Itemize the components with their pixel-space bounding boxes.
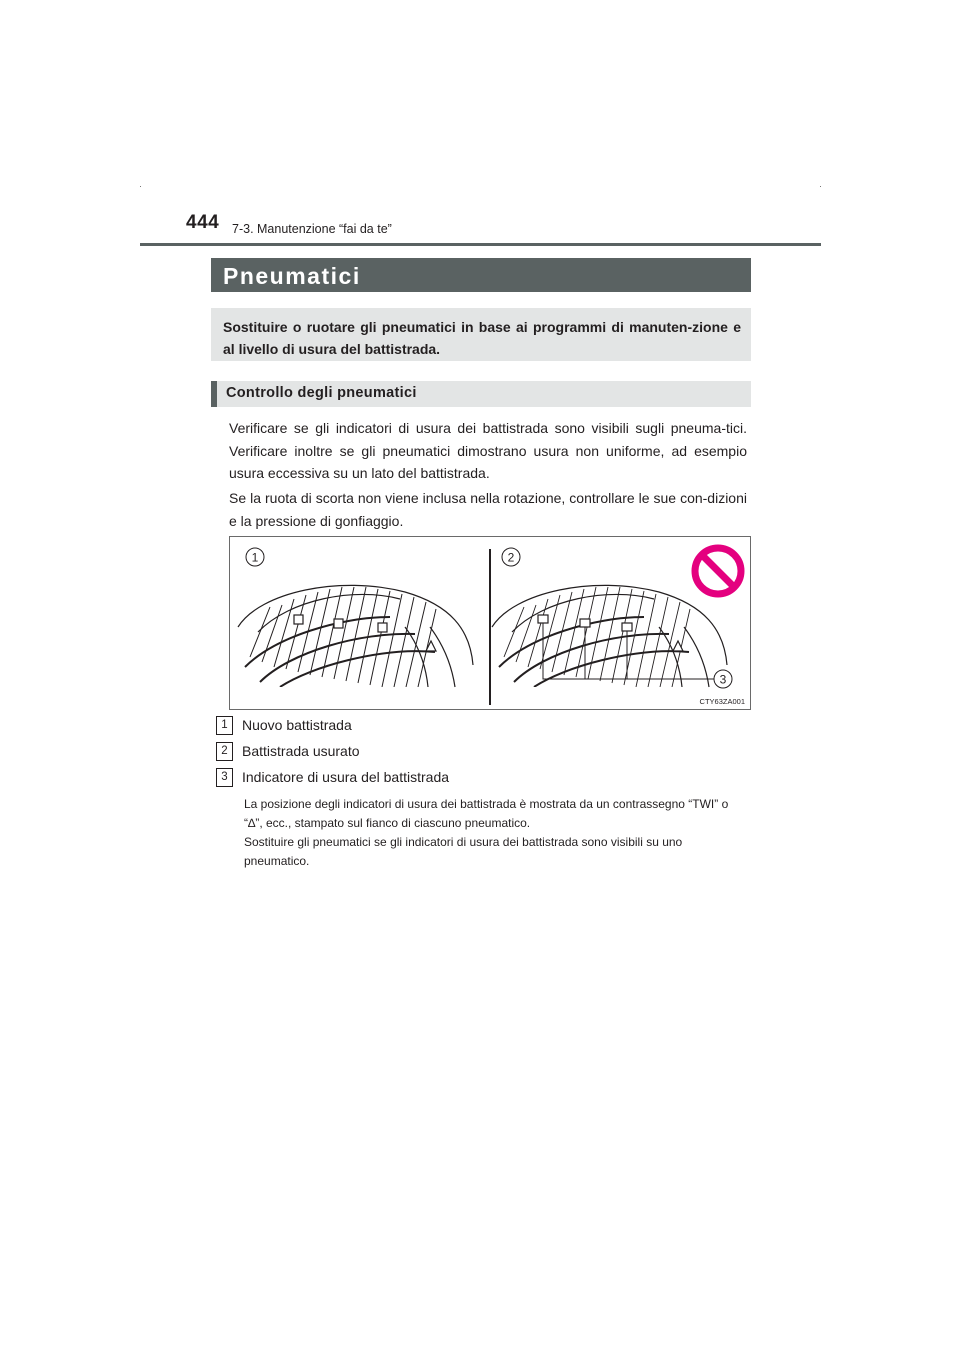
body-paragraph-2: Se la ruota di scorta non viene inclusa nella rotazione, controllare le sue con-dizioni e la pressione di gonfiaggio. bbox=[229, 490, 747, 529]
section-reference: 7-3. Manutenzione “fai da te” bbox=[232, 222, 392, 236]
note-paragraph-1: La posizione degli indicatori di usura dei battistrada è mostrata da un contrassegno “TWI” o “∆”, ecc., stampato sul fianco di ciascuno pneumatico. bbox=[244, 797, 729, 830]
callout-2 bbox=[502, 548, 520, 566]
legend-text: Nuovo battistrada bbox=[242, 717, 352, 733]
page-number: 444 bbox=[186, 212, 220, 233]
note-paragraph-2: Sostituire gli pneumatici se gli indicatori di usura dei battistrada sono visibili su uno pneumatico. bbox=[244, 835, 683, 868]
page-title: Pneumatici bbox=[223, 263, 361, 289]
intro-box bbox=[211, 308, 751, 361]
figure-code: CTY63ZA001 bbox=[699, 697, 745, 706]
page-title-bar bbox=[211, 258, 751, 292]
crop-mark-right bbox=[820, 186, 821, 187]
callout-3-label: 3 bbox=[719, 672, 727, 687]
body-paragraph-1: Verificare se gli indicatori di usura dei battistrada sono visibili sugli pneuma-tici. Verificare inoltre se gli pneumatici dimostrano usura non uniforme, ad esempio usura eccessiva su un lato del battistrada. bbox=[229, 420, 747, 481]
prohibition-icon bbox=[695, 548, 741, 594]
callout-1 bbox=[246, 548, 264, 566]
intro-text: Sostituire o ruotare gli pneumatici in base ai programmi di manuten-zione e al livello di usura del battistrada. bbox=[223, 319, 741, 357]
legend-number: 3 bbox=[216, 768, 233, 787]
legend-number: 2 bbox=[216, 742, 233, 761]
crop-mark-left bbox=[140, 186, 141, 187]
sub-heading-text: Controllo degli pneumatici bbox=[226, 385, 417, 401]
callout-2-label: 2 bbox=[507, 550, 515, 565]
legend-number: 1 bbox=[216, 716, 233, 735]
tire-wear-figure bbox=[229, 536, 751, 710]
callout-3 bbox=[714, 670, 732, 688]
tire-illustration bbox=[230, 537, 750, 709]
sub-heading bbox=[211, 381, 751, 407]
callout-1-label: 1 bbox=[251, 550, 259, 565]
header-rule bbox=[140, 243, 821, 246]
legend-text: Indicatore di usura del battistrada bbox=[242, 769, 450, 785]
new-tread-tire bbox=[238, 585, 473, 687]
worn-tread-tire bbox=[492, 585, 727, 687]
legend-text: Battistrada usurato bbox=[242, 743, 360, 759]
sub-heading-accent bbox=[211, 381, 217, 407]
